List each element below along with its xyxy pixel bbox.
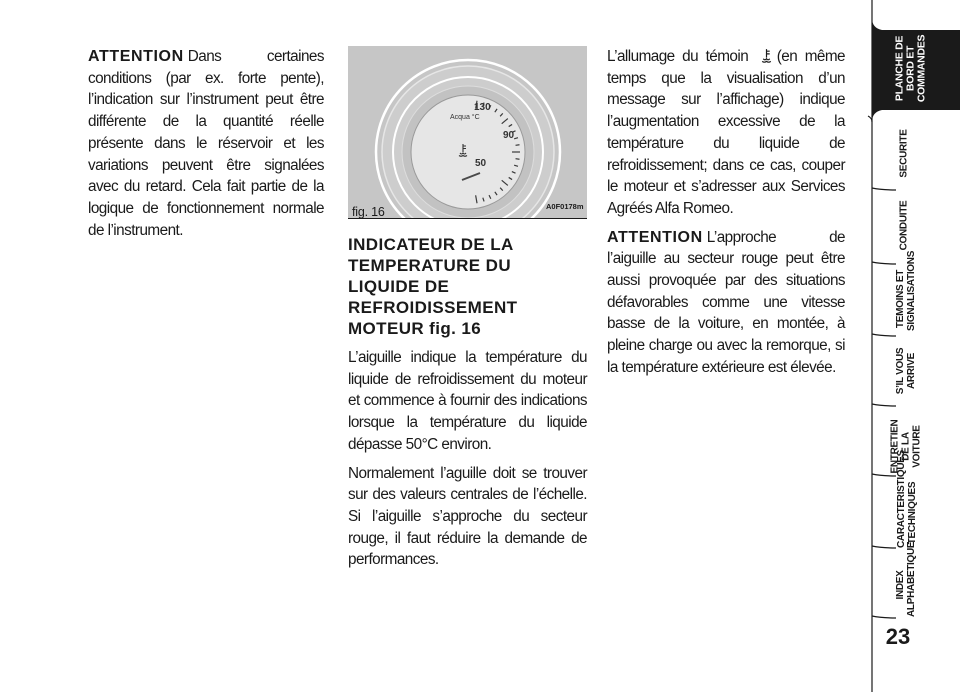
paragraph: L’aiguille indique la température du liquide de refroidissement du moteur et commence à fournir des indications lorsque la température du liquide dépasse 50°C environ. [348, 349, 587, 453]
coolant-temperature-icon [457, 143, 469, 157]
tab-entretien[interactable]: ENTRETIEN DE LA VOITURE [889, 419, 923, 474]
tab-temoins[interactable]: TEMOINS ET SIGNALISATIONS [895, 250, 917, 331]
attention-keyword: ATTENTION [607, 228, 703, 246]
page-number: 23 [885, 624, 911, 649]
gauge-tick-50: 50 [475, 158, 487, 169]
gauge-description [348, 234, 587, 578]
gauge-unit-label: Acqua °C [450, 114, 480, 121]
tab-caracteristiques[interactable]: CARACTERISTIQUES TECHNIQUES [896, 450, 918, 548]
tab-planche-de-bord[interactable]: PLANCHE DE BORD ET COMMANDES [893, 34, 928, 103]
gauge-tick-mark [516, 159, 520, 160]
attention-keyword: ATTENTION [88, 48, 184, 65]
coolant-warning-icon [760, 48, 773, 63]
attention-text: Dans certaines conditions (par ex. forte pente), l’indication sur l’instrument peut être différente de la quantité réelle présente dans le réservoir et les variations peuvent être signalées avec du retard. Cela fait partie de la logique de fonctionnement normale de l’instrument. [88, 48, 324, 239]
paragraph: Normalement l’aguille doit se trouver sur des valeurs centrales de l’échelle. Si l’aiguille s’approche du secteur rouge, il faut réduire la demande de performances. [348, 464, 587, 569]
gauge-tick-90: 90 [503, 130, 515, 141]
gauge-tick-130: 130 [474, 102, 491, 113]
tab-securite[interactable]: SECURITE [898, 129, 910, 178]
section-heading: INDICATEUR DE LA TEMPERATURE DU LIQUIDE DE REFROIDISSEMENT MOTEUR fig. 16 [348, 235, 518, 338]
warning-text [607, 46, 845, 386]
chapter-tabs [866, 0, 960, 692]
paragraph-rest: (en même temps que la visualisation d’un message sur l’affichage) indique l’augmentation excessive de la température du liquide de refroidissement; dans ce cas, couper le moteur et s’adresser aux Services Agréés Alfa Romeo. [607, 48, 845, 217]
tab-sil-vous-arrive[interactable]: S’IL VOUS ARRIVE [895, 347, 917, 395]
tab-conduite[interactable]: CONDUITE [898, 200, 910, 251]
gauge-tick-mark [516, 145, 520, 146]
tab-index[interactable]: INDEX ALPHABETIQUE [895, 541, 917, 617]
attention-note [88, 46, 324, 248]
attention-text: L’approche de l’aiguille au secteur rouge peut être aussi provoquée par des situations défavorables comme une vitesse basse de la voiture, en montée, à pleine charge ou avec la remorque, si la température extérieure est élevée. [607, 228, 845, 376]
paragraph-start: L’allumage du témoin [607, 48, 749, 65]
gauge-illustration [348, 46, 587, 218]
figure-caption: fig. 16 [352, 205, 385, 219]
figure-code: A0F0178m [546, 202, 584, 211]
coolant-gauge-figure [348, 46, 587, 218]
